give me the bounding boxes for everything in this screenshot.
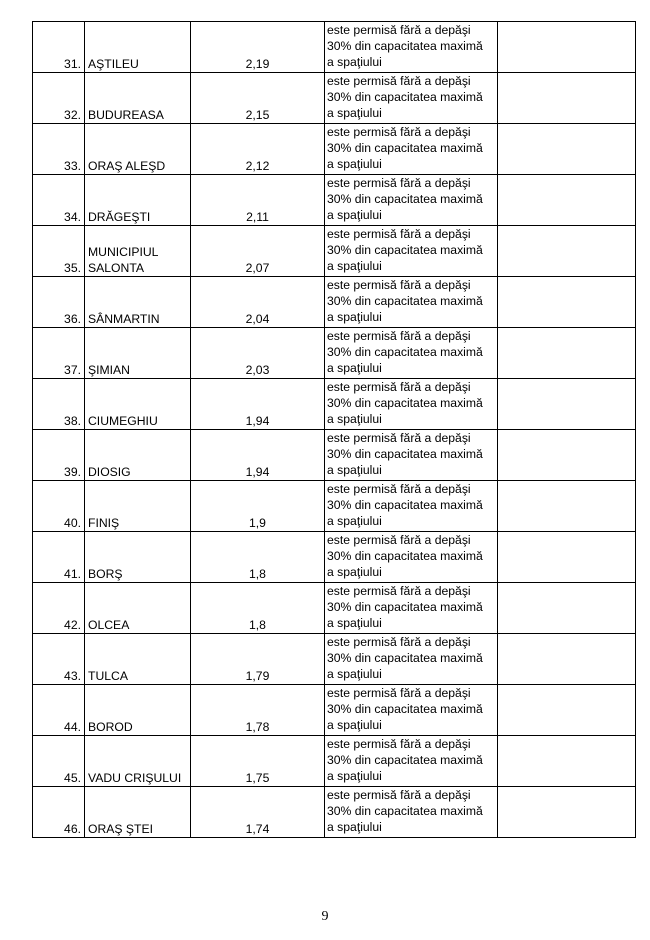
note-line: a spaţiului bbox=[327, 769, 382, 783]
capacity-note bbox=[325, 277, 498, 328]
note-line: a spaţiului bbox=[327, 259, 382, 273]
note-line: 30% din capacitatea maximă bbox=[327, 345, 483, 359]
note-line: 30% din capacitatea maximă bbox=[327, 90, 483, 104]
note-line: este permisă fără a depăşi bbox=[327, 278, 471, 292]
empty-cell bbox=[498, 532, 636, 583]
empty-cell bbox=[498, 73, 636, 124]
row-number: 31. bbox=[33, 22, 85, 73]
empty-cell bbox=[498, 226, 636, 277]
note-line: este permisă fără a depăşi bbox=[327, 584, 471, 598]
capacity-note bbox=[325, 787, 498, 838]
capacity-note bbox=[325, 685, 498, 736]
locality-name: CIUMEGHIU bbox=[85, 379, 191, 430]
empty-cell bbox=[498, 175, 636, 226]
note-line: este permisă fără a depăşi bbox=[327, 635, 471, 649]
locality-name: SÂNMARTIN bbox=[85, 277, 191, 328]
note-line: 30% din capacitatea maximă bbox=[327, 651, 483, 665]
table-row bbox=[33, 175, 636, 226]
rate-value: 2,11 bbox=[191, 175, 325, 226]
note-line: este permisă fără a depăşi bbox=[327, 431, 471, 445]
table-row bbox=[33, 124, 636, 175]
table-row bbox=[33, 787, 636, 838]
table-row bbox=[33, 634, 636, 685]
table-row bbox=[33, 430, 636, 481]
row-number: 38. bbox=[33, 379, 85, 430]
note-line: 30% din capacitatea maximă bbox=[327, 294, 483, 308]
rate-value: 2,12 bbox=[191, 124, 325, 175]
row-number: 46. bbox=[33, 787, 85, 838]
table-row bbox=[33, 379, 636, 430]
capacity-note bbox=[325, 532, 498, 583]
locality-name: MUNICIPIUL SALONTA bbox=[85, 226, 191, 277]
locality-name: TULCA bbox=[85, 634, 191, 685]
row-number: 42. bbox=[33, 583, 85, 634]
note-line: este permisă fără a depăşi bbox=[327, 227, 471, 241]
locality-name: ORAŞ ALEŞD bbox=[85, 124, 191, 175]
rate-value: 1,9 bbox=[191, 481, 325, 532]
page-number: 9 bbox=[321, 909, 329, 924]
note-line: a spaţiului bbox=[327, 565, 382, 579]
note-line: a spaţiului bbox=[327, 463, 382, 477]
row-number: 34. bbox=[33, 175, 85, 226]
note-line: 30% din capacitatea maximă bbox=[327, 549, 483, 563]
note-line: este permisă fără a depăşi bbox=[327, 74, 471, 88]
note-line: a spaţiului bbox=[327, 718, 382, 732]
table-row bbox=[33, 73, 636, 124]
note-line: este permisă fără a depăşi bbox=[327, 176, 471, 190]
note-line: este permisă fără a depăşi bbox=[327, 23, 471, 37]
capacity-note bbox=[325, 124, 498, 175]
rate-value: 2,19 bbox=[191, 22, 325, 73]
capacity-note bbox=[325, 736, 498, 787]
note-line: a spaţiului bbox=[327, 667, 382, 681]
empty-cell bbox=[498, 787, 636, 838]
row-number: 37. bbox=[33, 328, 85, 379]
locality-name: FINIŞ bbox=[85, 481, 191, 532]
empty-cell bbox=[498, 481, 636, 532]
note-line: este permisă fără a depăşi bbox=[327, 737, 471, 751]
note-line: 30% din capacitatea maximă bbox=[327, 396, 483, 410]
rate-value: 2,03 bbox=[191, 328, 325, 379]
localities-table bbox=[32, 21, 636, 838]
capacity-note bbox=[325, 73, 498, 124]
capacity-note bbox=[325, 634, 498, 685]
row-number: 36. bbox=[33, 277, 85, 328]
row-number: 43. bbox=[33, 634, 85, 685]
empty-cell bbox=[498, 583, 636, 634]
row-number: 33. bbox=[33, 124, 85, 175]
table-row bbox=[33, 328, 636, 379]
note-line: este permisă fără a depăşi bbox=[327, 125, 471, 139]
rate-value: 1,8 bbox=[191, 532, 325, 583]
row-number: 44. bbox=[33, 685, 85, 736]
rate-value: 1,8 bbox=[191, 583, 325, 634]
note-line: 30% din capacitatea maximă bbox=[327, 600, 483, 614]
note-line: 30% din capacitatea maximă bbox=[327, 804, 483, 818]
note-line: 30% din capacitatea maximă bbox=[327, 447, 483, 461]
empty-cell bbox=[498, 277, 636, 328]
locality-name: ORAŞ ŞTEI bbox=[85, 787, 191, 838]
locality-name: BOROD bbox=[85, 685, 191, 736]
rate-value: 2,07 bbox=[191, 226, 325, 277]
capacity-note bbox=[325, 226, 498, 277]
empty-cell bbox=[498, 22, 636, 73]
row-number: 32. bbox=[33, 73, 85, 124]
empty-cell bbox=[498, 124, 636, 175]
note-line: a spaţiului bbox=[327, 208, 382, 222]
locality-name: BORŞ bbox=[85, 532, 191, 583]
row-number: 45. bbox=[33, 736, 85, 787]
note-line: 30% din capacitatea maximă bbox=[327, 498, 483, 512]
capacity-note bbox=[325, 430, 498, 481]
table-row bbox=[33, 685, 636, 736]
note-line: este permisă fără a depăşi bbox=[327, 788, 471, 802]
rate-value: 1,74 bbox=[191, 787, 325, 838]
locality-name: OLCEA bbox=[85, 583, 191, 634]
table-row bbox=[33, 583, 636, 634]
note-line: 30% din capacitatea maximă bbox=[327, 39, 483, 53]
row-number: 41. bbox=[33, 532, 85, 583]
rate-value: 1,78 bbox=[191, 685, 325, 736]
locality-name: DRĂGEŞTI bbox=[85, 175, 191, 226]
locality-name: VADU CRIŞULUI bbox=[85, 736, 191, 787]
note-line: a spaţiului bbox=[327, 514, 382, 528]
locality-name: DIOSIG bbox=[85, 430, 191, 481]
table-row bbox=[33, 22, 636, 73]
empty-cell bbox=[498, 430, 636, 481]
locality-name: AŞTILEU bbox=[85, 22, 191, 73]
capacity-note bbox=[325, 379, 498, 430]
capacity-note bbox=[325, 22, 498, 73]
note-line: este permisă fără a depăşi bbox=[327, 533, 471, 547]
note-line: este permisă fără a depăşi bbox=[327, 686, 471, 700]
rate-value: 1,94 bbox=[191, 379, 325, 430]
rate-value: 2,04 bbox=[191, 277, 325, 328]
empty-cell bbox=[498, 328, 636, 379]
note-line: a spaţiului bbox=[327, 106, 382, 120]
note-line: a spaţiului bbox=[327, 820, 382, 834]
note-line: a spaţiului bbox=[327, 616, 382, 630]
empty-cell bbox=[498, 379, 636, 430]
rate-value: 1,94 bbox=[191, 430, 325, 481]
rate-value: 1,75 bbox=[191, 736, 325, 787]
table-row bbox=[33, 226, 636, 277]
note-line: a spaţiului bbox=[327, 55, 382, 69]
note-line: 30% din capacitatea maximă bbox=[327, 243, 483, 257]
capacity-note bbox=[325, 481, 498, 532]
empty-cell bbox=[498, 634, 636, 685]
note-line: a spaţiului bbox=[327, 412, 382, 426]
note-line: 30% din capacitatea maximă bbox=[327, 192, 483, 206]
note-line: 30% din capacitatea maximă bbox=[327, 753, 483, 767]
note-line: a spaţiului bbox=[327, 361, 382, 375]
empty-cell bbox=[498, 685, 636, 736]
note-line: a spaţiului bbox=[327, 310, 382, 324]
note-line: este permisă fără a depăşi bbox=[327, 329, 471, 343]
capacity-note bbox=[325, 175, 498, 226]
locality-name: BUDUREASA bbox=[85, 73, 191, 124]
rate-value: 1,79 bbox=[191, 634, 325, 685]
table-body bbox=[33, 22, 636, 838]
note-line: este permisă fără a depăşi bbox=[327, 482, 471, 496]
row-number: 40. bbox=[33, 481, 85, 532]
row-number: 35. bbox=[33, 226, 85, 277]
locality-name: ŞIMIAN bbox=[85, 328, 191, 379]
table-row bbox=[33, 736, 636, 787]
note-line: a spaţiului bbox=[327, 157, 382, 171]
row-number: 39. bbox=[33, 430, 85, 481]
empty-cell bbox=[498, 736, 636, 787]
table-row bbox=[33, 481, 636, 532]
capacity-note bbox=[325, 583, 498, 634]
table-row bbox=[33, 532, 636, 583]
note-line: 30% din capacitatea maximă bbox=[327, 141, 483, 155]
capacity-note bbox=[325, 328, 498, 379]
note-line: 30% din capacitatea maximă bbox=[327, 702, 483, 716]
rate-value: 2,15 bbox=[191, 73, 325, 124]
table-row bbox=[33, 277, 636, 328]
note-line: este permisă fără a depăşi bbox=[327, 380, 471, 394]
